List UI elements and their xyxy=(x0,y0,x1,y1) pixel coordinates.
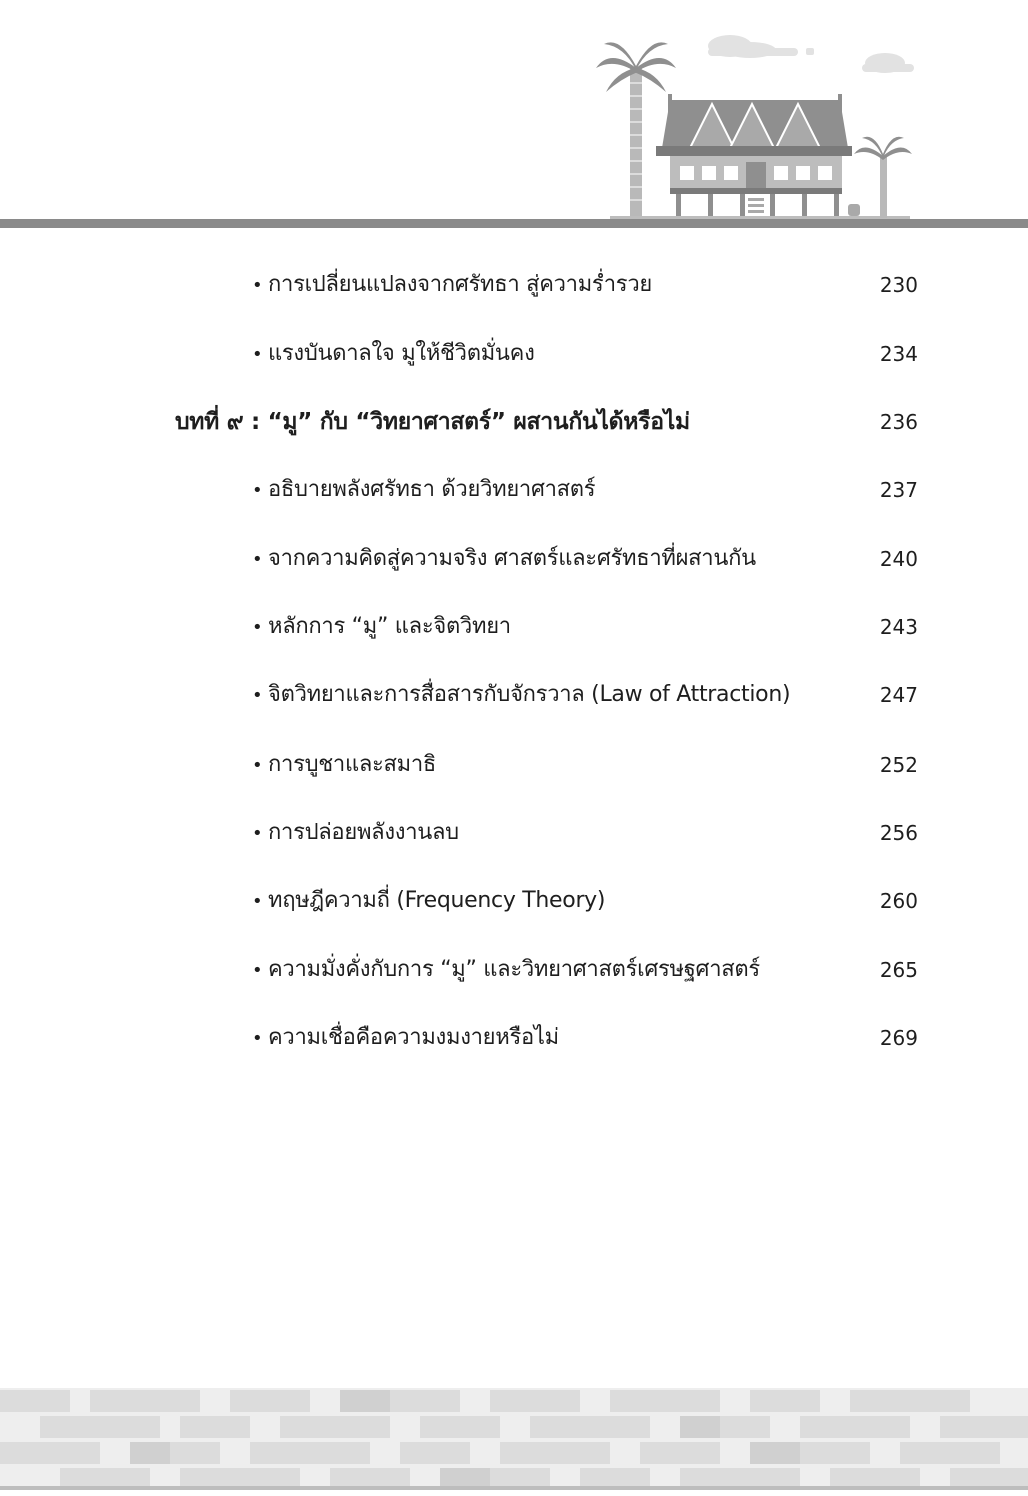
brick-footer-pattern xyxy=(0,1388,1028,1490)
toc-entry-title: • จากความคิดสู่ความจริง ศาสตร์และศรัทธาที่ผสานกัน xyxy=(252,539,756,580)
toc-entry xyxy=(0,745,1028,785)
bullet-icon: • xyxy=(252,480,263,501)
bullet-icon: • xyxy=(252,1028,263,1049)
toc-entry xyxy=(0,334,1028,374)
bullet-icon: • xyxy=(252,891,263,912)
toc-entry-title: • แรงบันดาลใจ มูให้ชีวิตมั่นคง xyxy=(252,334,535,375)
bullet-icon: • xyxy=(252,617,263,638)
toc-entry xyxy=(0,675,1028,715)
toc-entry-title: • การบูชาและสมาธิ xyxy=(252,745,436,786)
toc-entry xyxy=(0,1018,1028,1058)
bullet-icon: • xyxy=(252,755,263,776)
toc-entry xyxy=(0,539,1028,579)
toc-entry-page: 236 xyxy=(879,410,918,434)
toc-entry-title: • อธิบายพลังศรัทธา ด้วยวิทยาศาสตร์ xyxy=(252,470,595,511)
toc-entry-page: 234 xyxy=(879,342,918,366)
toc-entry-title: • ความเชื่อคือความงมงายหรือไม่ xyxy=(252,1018,559,1059)
toc-entry-page: 237 xyxy=(879,478,918,502)
toc-entry-title: • ทฤษฎีความถี่ (Frequency Theory) xyxy=(252,881,605,922)
bullet-icon: • xyxy=(252,275,263,296)
toc-entry-page: 252 xyxy=(879,753,918,777)
toc-entry-title: • ความมั่งคั่งกับการ “มู” และวิทยาศาสตร์เศรษฐศาสตร์ xyxy=(252,950,760,991)
toc-entry-page: 240 xyxy=(879,547,918,571)
bullet-icon: • xyxy=(252,685,263,706)
bullet-icon: • xyxy=(252,549,263,570)
bullet-icon: • xyxy=(252,344,263,365)
toc-chapter-title: บทที่ ๙ : “มู” กับ “วิทยาศาสตร์” ผสานกันได้หรือไม่ xyxy=(175,409,690,435)
toc-entry xyxy=(0,881,1028,921)
toc-entry-page: 256 xyxy=(879,821,918,845)
toc-entry-title: • การปล่อยพลังงานลบ xyxy=(252,813,459,854)
toc-chapter-heading xyxy=(0,402,1028,442)
toc-entry-page: 269 xyxy=(879,1026,918,1050)
toc-entry-title: • การเปลี่ยนแปลงจากศรัทธา สู่ความร่ำรวย xyxy=(252,265,652,306)
toc-entry-page: 260 xyxy=(879,889,918,913)
toc-entry xyxy=(0,265,1028,305)
bullet-icon: • xyxy=(252,960,263,981)
bullet-icon: • xyxy=(252,823,263,844)
toc-entry-page: 265 xyxy=(879,958,918,982)
toc-entry-title: • จิตวิทยาและการสื่อสารกับจักรวาล (Law of Attraction) xyxy=(252,675,790,716)
toc-entry-page: 247 xyxy=(879,683,918,707)
toc-entry-page: 243 xyxy=(879,615,918,639)
toc-entry-page: 230 xyxy=(879,273,918,297)
toc-entry xyxy=(0,813,1028,853)
toc-entry xyxy=(0,607,1028,647)
toc-entry xyxy=(0,470,1028,510)
toc-entry xyxy=(0,950,1028,990)
toc-entry-title: • หลักการ “มู” และจิตวิทยา xyxy=(252,607,511,648)
